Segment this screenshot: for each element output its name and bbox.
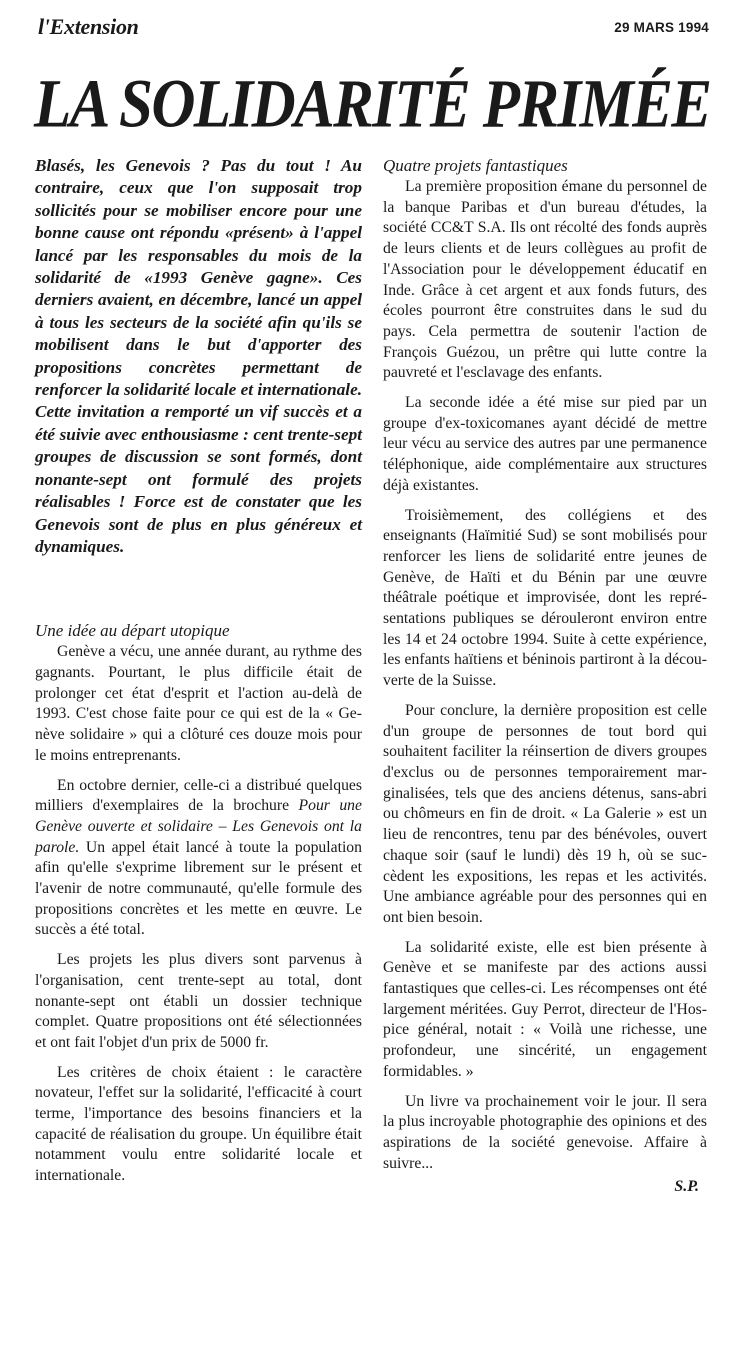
paragraph: Un livre va prochainement voir le jour. Il sera la plus incroyable photographie des opinions et des aspirations de la société genevoise. Affaire à suivre... [383,1092,707,1172]
paragraph-text: Un appel était lancé à toute la population afin qu'elle s'exprime librement sur le présent et l'avenir de notre communauté, qu'elle formule des propositions concrètes et les mette en œuvre. Le succès a été total. [35,838,362,939]
paragraph: La première proposition émane du personnel de la banque Paribas et d'un bureau d'études, la société CC&T S.A. Ils ont récolté des fonds auprès de leurs clients et de leurs collègues au profit de l'Association pour le développement éducatif en Inde. Grâce à cet argent et aux fonds futurs, des écoles pourront être construites dans le sud du pays. Cela permettra de soutenir l'action de François Guézou, un prêtre qui lutte contre la pauvreté et l'esclavage des enfants. [383,178,707,382]
left-column [35,155,362,1187]
publication-name: l'Extension [38,14,139,39]
article-headline: LA SOLIDARITÉ PRIMÉE [34,67,711,143]
article-intro: Blasés, les Genevois ? Pas du tout ! Au contraire, ceux que l'on supposait trop sollicités pour se mobiliser encore pour une bonne cause ont répondu «présent» à l'appel lancé par les responsables du mois de la solidarité de «1993 Genève gagne». Ces derniers avaient, en décembre, lancé un appel à tous les secteurs de la société afin qu'ils se mobilisent dans le but d'apporter des propositions concrètes permettant de renforcer la solidarité locale et internationale. Cette invitation a remporté un vif succès et a été suivie avec enthousiasme : cent trente-sept groupes de discussion se sont formés, dont nonante-sept ont formulé des projets réalisables ! Force est de constater que les Genevois sont de plus en plus généreux et dynamiques. [35,156,362,556]
publication-date: 29 MARS 1994 [614,20,709,35]
paragraph: Genève a vécu, une année durant, au rythme des gagnants. Pourtant, le plus difficile était de prolonger cet état d'esprit et l'action au-delà de 1993. C'est chose faite pour ce qui est de la « Genève solidaire » qui a clôturé ces douze mois pour le moins entreprenants. [35,643,362,764]
paragraph: Pour conclure, la dernière proposition est celle d'un groupe de personnes de tout bord qui souhaitent faciliter la réinsertion de divers groupes d'exclus ou de personnes temporairement marginalisées, tels que des anciens détenus, sans-abri ou chômeurs en fin de droit. « La Galerie » est un lieu de rencontres, tenu par des bénévoles, ouvert chaque soir (sauf le lundi) dès 19 h, où se succèdent les expositions, les repas et les activités. Une ambiance agréable pour des personnes qui en ont bien besoin. [383,701,707,926]
paragraph: La seconde idée a été mise sur pied par un groupe d'ex-toxicomanes ayant décidé de mettre leur vécu au service des autres par une permanence téléphonique, aide complémentaire aux structures déjà existantes. [383,394,707,494]
right-column [383,155,707,1196]
paragraph-text: En octobre dernier, celle-ci a distribué quelques milliers d'exemplaires de la brochure [35,776,362,815]
paragraph-brochure [35,776,362,942]
paragraph: Les critères de choix étaient : le caractère novateur, l'effet sur la solidarité, l'efficacité à court terme, l'importance des besoins financiers et la capacité de réalisation du groupe. Un équilibre était notamment voulu entre solidarité locale et internationale. [35,1063,362,1185]
paragraph: La solidarité existe, elle est bien présente à Genève et se manifeste par des actions aussi fantastiques que celles-ci. Les récompenses ont été largement méritées. Guy Perrot, directeur de l'Hospice général, notait : « Voilà une richesse, une profondeur, une sincérité, un engagement formidables. » [383,938,707,1080]
brochure-title: Pour une Genève ouverte et solidaire – Les Genevois ont la parole. [35,797,362,856]
masthead [38,14,709,44]
paragraph: Les projets les plus divers sont parvenus à l'organisation, cent trente-sept au total, dont nonante-sept ont établi un dossier technique complet. Quatre propositions ont été sélectionnées et ont fait l'objet d'un prix de 5000 fr. [35,951,362,1051]
section-heading-utopique: Une idée au départ utopique [35,621,230,641]
section-heading-projets: Quatre projets fantastiques [383,156,568,175]
author-signature: S.P. [674,1178,699,1196]
paragraph: Troisièmement, des collégiens et des enseignants (Haïmitié Sud) se sont mobilisés pour renforcer les liens de solidarité entre jeunes de Genève, de Haïti et du Bénin par une œuvre théâtrale poétique et improvisée, dont les représentations publiques se dérouleront environ entre les 14 et 24 octobre 1994. Suite à cette expérience, les enfants haïtiens et béninois partiront à la découverte de la Suisse. [383,506,707,690]
